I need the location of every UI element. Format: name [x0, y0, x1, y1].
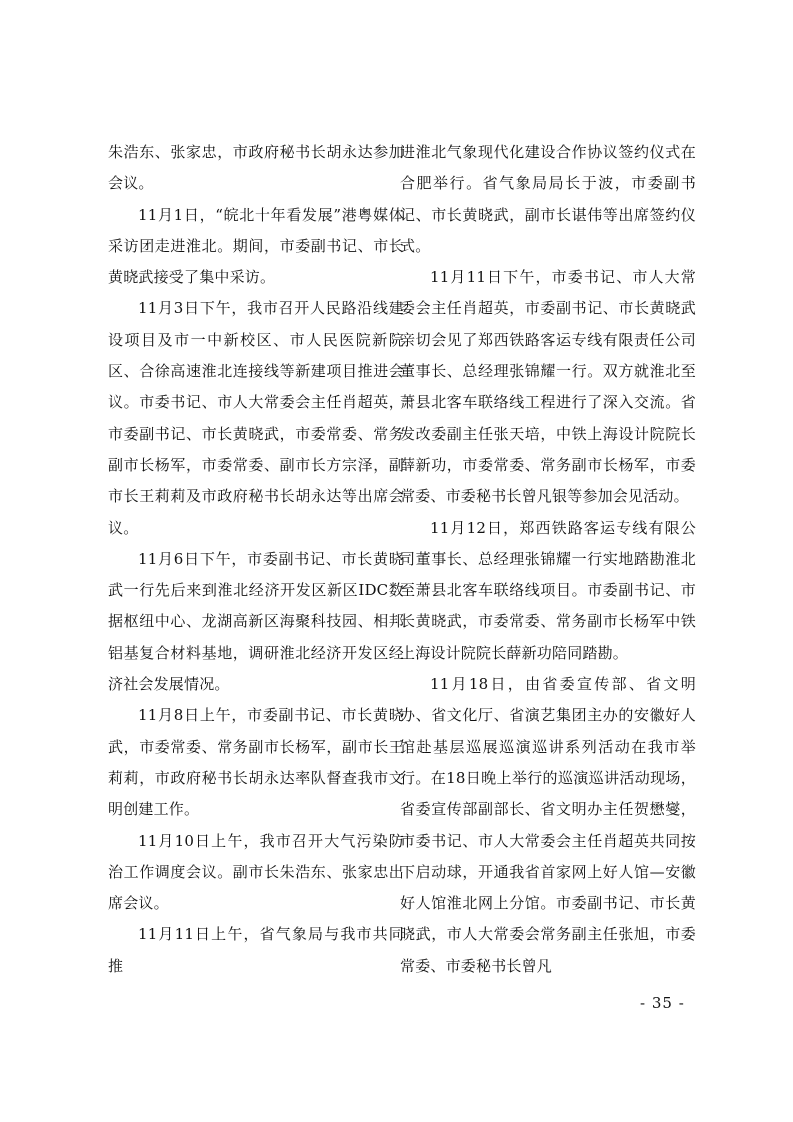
right-column — [400, 137, 696, 982]
paragraph: 11月18日，由省委宣传部、省文明办、省文化厅、省演艺集团主办的安徽好人馆赴基层巡展巡演巡讲系列活动在我市举行。在18日晚上举行的巡演巡讲活动现场，省委宣传部副部长、省文明办主任贺懋燮，市委书记、市人大常委会主任肖超英共同按下启动球，开通我省首家网上好人馆—安徽好人馆淮北网上分馆。市委副书记、市长黄晓武，市人大常委会常务副主任张旭，市委常委、市委秘书长曾凡 — [400, 675, 696, 975]
paragraph: 11月10日上午，我市召开大气污染防治工作调度会议。副市长朱浩东、张家忠出席会议。 — [108, 831, 404, 913]
paragraph: 11月11日下午，市委书记、市人大常委会主任肖超英，市委副书记、市长黄晓武亲切会见了郑西铁路客运专线有限责任公司董事长、总经理张锦耀一行。双方就淮北至萧县北客车联络线工程进行了深入交流。省发改委副主任张天培，中铁上海设计院院长薛新功，市委常委、常务副市长杨军，市委常委、市委秘书长曾凡银等参加会见活动。 — [400, 268, 696, 506]
paragraph: 11月3日下午，我市召开人民路沿线建设项目及市一中新校区、市人民医院新院区、合徐高速淮北连接线等新建项目推进会议。市委书记、市人大常委会主任肖超英，市委副书记、市长黄晓武，市委常委、常务副市长杨军，市委常委、副市长方宗泽，副市长王莉莉及市政府秘书长胡永达等出席会议。 — [108, 299, 404, 537]
paragraph: 11月11日上午，省气象局与我市共同推 — [108, 925, 404, 975]
paragraph: 朱浩东、张家忠，市政府秘书长胡永达参加会议。 — [108, 143, 404, 193]
paragraph: 11月12日，郑西铁路客运专线有限公司董事长、总经理张锦耀一行实地踏勘淮北至萧县北客车联络线项目。市委副书记、市长黄晓武，市委常委、常务副市长杨军中铁上海设计院院长薛新功陪同踏勘。 — [400, 518, 696, 662]
left-column — [108, 137, 404, 982]
paragraph: 11月6日下午，市委副书记、市长黄晓武一行先后来到淮北经济开发区新区IDC数据枢纽中心、龙湖高新区海聚科技园、相邦铝基复合材料基地，调研淮北经济开发区经济社会发展情况。 — [108, 549, 404, 694]
page-number: - 35 - — [640, 994, 685, 1012]
paragraph: 进淮北气象现代化建设合作协议签约仪式在合肥举行。省气象局局长于波，市委副书记、市长黄晓武，副市长谌伟等出席签约仪式。 — [400, 143, 696, 255]
paragraph: 11月1日，“皖北十年看发展”港粤媒体采访团走进淮北。期间，市委副书记、市长黄晓武接受了集中采访。 — [108, 205, 404, 287]
paragraph: 11月8日上午，市委副书记、市长黄晓武，市委常委、常务副市长杨军，副市长王莉莉，市政府秘书长胡永达率队督查我市文明创建工作。 — [108, 706, 404, 819]
